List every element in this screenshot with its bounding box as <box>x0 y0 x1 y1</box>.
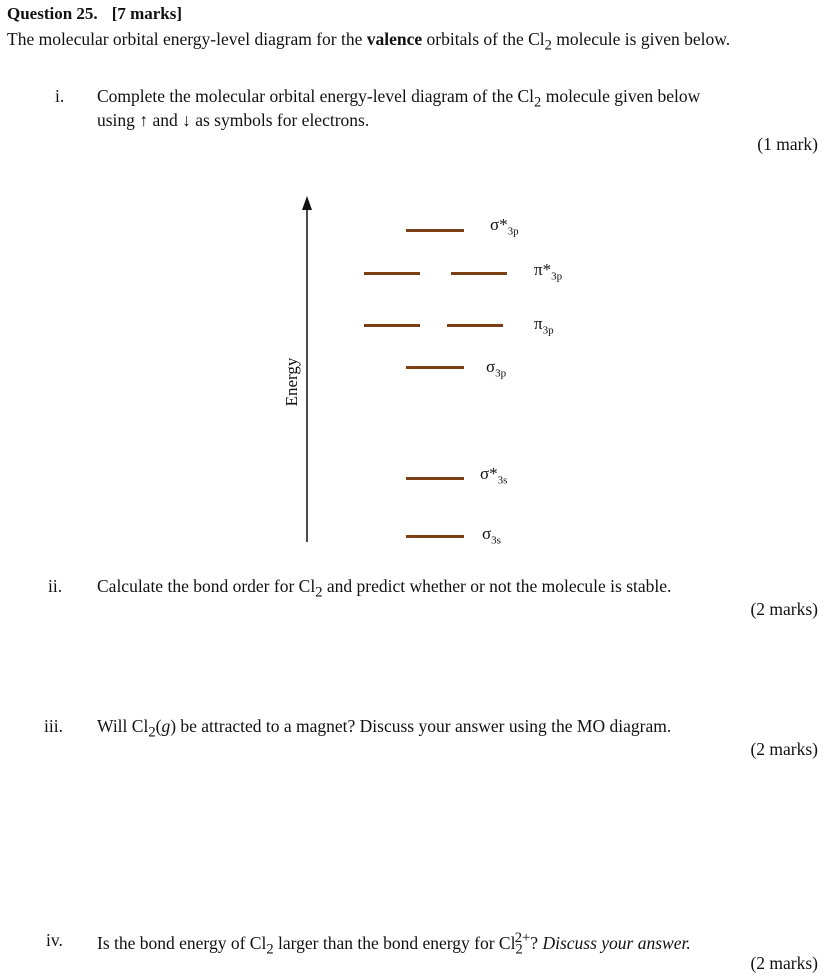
part-i-text-end: molecule given below <box>541 86 701 106</box>
question-marks: [7 marks] <box>111 4 183 23</box>
down-arrow-icon: ↓ <box>182 110 191 130</box>
label-sigma-3p: $\sigma_{3p}$ <box>486 357 507 380</box>
level-sigma-star-3p[interactable] <box>406 229 464 232</box>
intro-text-3: molecule is given below. <box>551 29 731 49</box>
part-iv-text: Is the bond energy of $Cl_2$ larger than the bond energy for $Cl_2^{2+}$? Discuss your answer. <box>97 930 691 958</box>
part-iii-marks: (2 marks) <box>750 739 818 759</box>
level-sigma-3s[interactable] <box>406 535 464 538</box>
level-pi-3p-b[interactable] <box>447 324 503 327</box>
part-ii-marks: (2 marks) <box>750 599 818 619</box>
question-title: Question 25. <box>7 4 98 23</box>
level-pi-star-3p-a[interactable] <box>364 272 420 275</box>
part-ii-number: ii. <box>48 576 63 596</box>
intro-bold: valence <box>366 29 423 49</box>
intro-text: The molecular orbital energy-level diagram for the <box>7 29 367 49</box>
label-sigma-3s: $\sigma_{3s}$ <box>482 524 501 547</box>
part-iv-marks: (2 marks) <box>750 953 818 973</box>
part-i-line2-c: as symbols for electrons. <box>190 110 370 130</box>
part-i-marks: (1 mark) <box>757 134 818 154</box>
part-i-number: i. <box>55 86 65 106</box>
part-iii-number: iii. <box>44 716 63 736</box>
energy-axis-label: Energy <box>282 357 301 407</box>
up-arrow-icon: ↑ <box>139 110 149 130</box>
part-iii-text: Will $Cl_2(g)$ be attracted to a magnet? Discuss your answer using the MO diagram. <box>97 716 672 741</box>
intro-subscript: 2 <box>544 37 552 54</box>
part-ii-text: Calculate the bond order for $Cl_2$ and predict whether or not the molecule is stable. <box>97 576 672 601</box>
level-pi-star-3p-b[interactable] <box>451 272 507 275</box>
level-sigma-star-3s[interactable] <box>406 477 464 480</box>
label-pi-star-3p: $\pi*_{3p}$ <box>534 260 563 283</box>
part-iv-number: iv. <box>46 930 63 950</box>
part-i-text: Complete the molecular orbital energy-level diagram of the Cl <box>97 86 535 106</box>
part-i-line2-b: and <box>148 110 183 130</box>
level-pi-3p-a[interactable] <box>364 324 420 327</box>
label-sigma-star-3p: $\sigma*_{3p}$ <box>490 215 519 238</box>
part-i-line2-a: using <box>97 110 140 130</box>
intro-text-2: orbitals of the Cl <box>422 29 545 49</box>
part-i-subscript: 2 <box>534 94 542 111</box>
label-sigma-star-3s: $\sigma*_{3s}$ <box>480 464 508 487</box>
label-pi-3p: $\pi_{3p}$ <box>534 314 554 337</box>
axis-arrowhead-icon <box>302 196 312 210</box>
level-sigma-3p[interactable] <box>406 366 464 369</box>
